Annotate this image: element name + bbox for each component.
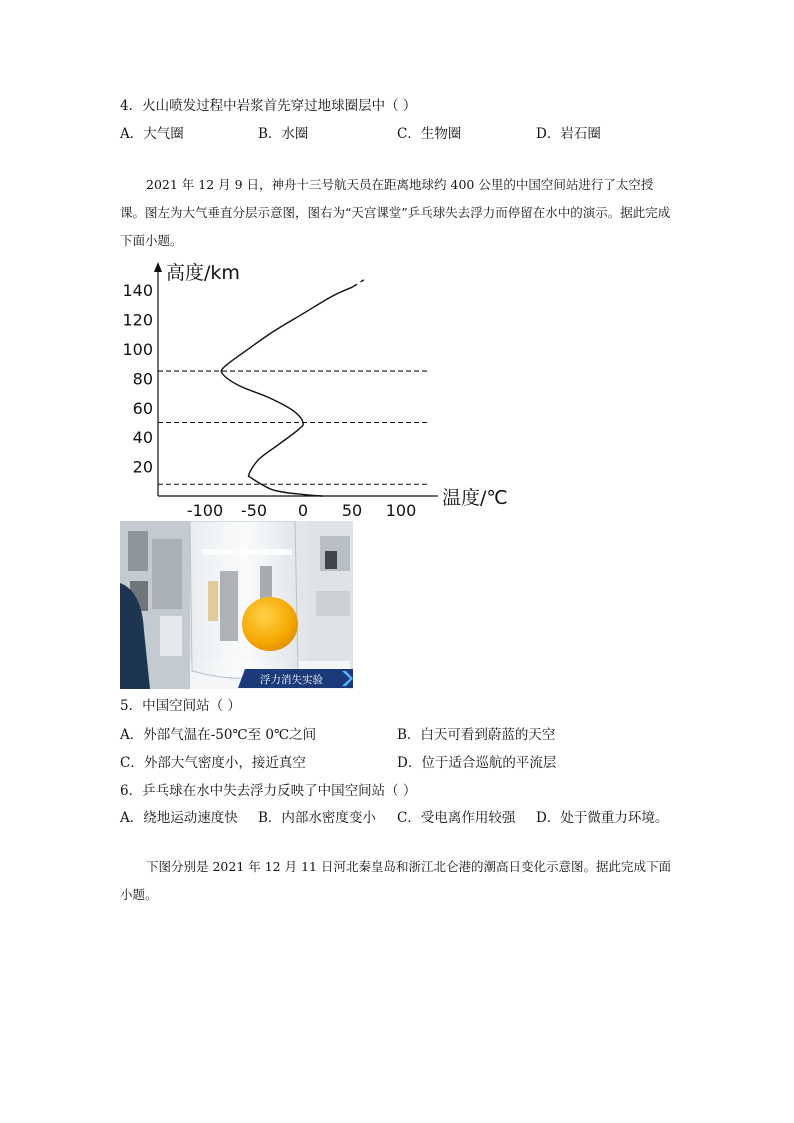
q5-option-d: D．位于适合巡航的平流层 — [397, 755, 557, 771]
q6-option-c: C．受电离作用较强 — [397, 810, 516, 826]
photo-caption: 浮力消失实验 — [260, 674, 323, 686]
x-axis-label: 温度/℃ — [442, 487, 508, 509]
y-tick-label: 40 — [132, 428, 153, 448]
y-tick-label: 120 — [122, 310, 153, 330]
q5-option-c: C．外部大气密度小，接近真空 — [120, 755, 306, 771]
photo-illustration — [120, 521, 353, 689]
q4-option-a: A．大气圈 — [120, 126, 184, 142]
x-tick-label: 100 — [385, 501, 417, 520]
x-tick-label: 0 — [297, 501, 309, 520]
x-tick-label: 50 — [341, 501, 363, 520]
chart-axes — [154, 262, 438, 496]
intro-paragraph-1: 2021 年 12 月 9 日，神舟十三号航天员在距离地球约 400 公里的中国空间站进行了太空授课。图左为大气垂直分层示意图，图右为“天宫课堂”乒乓球失去浮力而停留在水中的演示。据此完成下面小题。 — [120, 177, 671, 248]
y-tick-label: 60 — [132, 398, 153, 418]
atmosphere-chart-svg — [120, 258, 540, 523]
q6-option-d: D．处于微重力环境。 — [536, 810, 669, 826]
q6-option-b: B．内部水密度变小 — [258, 810, 376, 826]
ping-pong-float-photo — [120, 521, 353, 689]
temperature-curve-extension — [352, 280, 364, 287]
q6-stem: 6．乒乓球在水中失去浮力反映了中国空间站（ ） — [120, 783, 417, 799]
intro-paragraph-2: 下图分别是 2021 年 12 月 11 日河北秦皇岛和浙江北仑港的潮高日变化示意图。据此完成下面小题。 — [120, 859, 671, 902]
y-axis-label: 高度/km — [166, 262, 240, 284]
y-tick-label: 20 — [132, 457, 153, 477]
y-tick-label: 100 — [122, 340, 153, 359]
x-tick-label: -100 — [186, 501, 224, 520]
q4-option-d: D．岩石圈 — [536, 126, 601, 142]
y-tick-label: 80 — [132, 369, 153, 389]
q5-option-b: B．白天可看到蔚蓝的天空 — [397, 727, 556, 743]
x-tick-label: -50 — [240, 501, 268, 520]
q6-option-a: A．绕地运动速度快 — [120, 810, 238, 826]
q4-option-b: B．水圈 — [258, 126, 309, 142]
q5-stem: 5．中国空间站（ ） — [120, 698, 241, 714]
atmosphere-layer-chart — [120, 258, 540, 523]
q4-stem: 4．火山喷发过程中岩浆首先穿过地球圈层中（ ） — [120, 98, 417, 114]
y-tick-label: 140 — [122, 281, 153, 301]
q5-option-a: A．外部气温在-50℃至 0℃之间 — [120, 727, 317, 743]
y-axis-arrow — [154, 262, 162, 272]
q4-option-c: C．生物圈 — [397, 126, 462, 142]
temperature-curve — [221, 287, 352, 496]
